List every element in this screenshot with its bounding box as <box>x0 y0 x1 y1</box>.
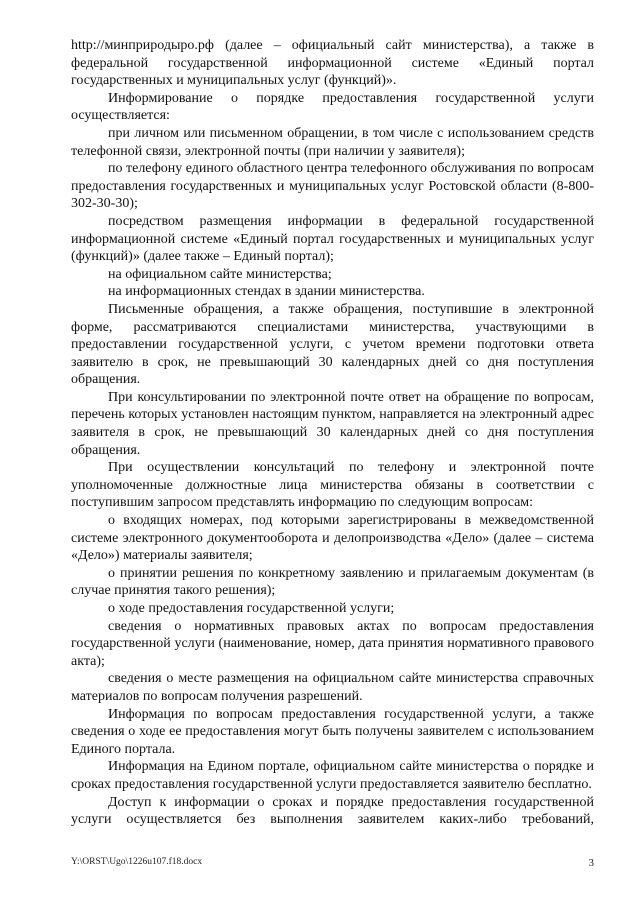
paragraph-16: Информация по вопросам предоставления государственной услуги, а также сведения о ходе ее предоставления могут быть получены заявителем с использованием Единого портала. <box>71 706 594 757</box>
paragraph-3: при личном или письменном обращении, в том числе с использованием средств телефонной связи, электронной почты (при наличии у заявителя); <box>71 125 594 159</box>
paragraph-14: сведения о нормативных правовых актах по вопросам предоставления государственной услуги (наименование, номер, дата принятия нормативного правового акта); <box>71 618 594 669</box>
paragraph-6: на официальном сайте министерства; <box>108 266 332 282</box>
paragraph-8: Письменные обращения, а также обращения, поступившие в электронной форме, рассматриваются специалистами министерства, участвующими в предоставлении государственной услуги, с учетом времени подготовки ответа заявителю в срок, не превышающий 30 календарных дней со дня поступления обращения. <box>71 301 594 388</box>
paragraph-15: сведения о месте размещения на официальном сайте министерства справочных материалов по вопросам получения разрешений. <box>71 671 594 704</box>
paragraph-11: о входящих номерах, под которыми зарегистрированы в межведомственной системе электронного документооборота и делопроизводства «Дело» (далее – система «Дело») материалы заявителя; <box>71 513 594 564</box>
paragraph-2: Информирование о порядке предоставления государственной услуги осуществляется: <box>71 90 594 124</box>
paragraph-18: Доступ к информации о сроках и порядке предоставления государственной услуги осуществляется без выполнения заявителем каких-либо требований, <box>71 794 594 828</box>
paragraph-17: Информация на Едином портале, официальном сайте министерства о порядке и сроках предоставления государственной услуги предоставляется заявителю бесплатно. <box>71 759 594 792</box>
paragraph-12: о принятии решения по конкретному заявлению и прилагаемым документам (в случае принятия такого решения); <box>71 565 594 599</box>
paragraph-5: посредством размещения информации в федеральной государственной информационной системе «Единый портал государственных и муниципальных услуг (функций)» (далее также – Единый портал); <box>71 213 594 265</box>
paragraph-4: по телефону единого областного центра телефонного обслуживания по вопросам предоставления государственных и муниципальных услуг Ростовской области (8-800-302-30-30); <box>71 161 595 212</box>
paragraph-1: http://минприродыро.рф (далее – официальный сайт министерства), а также в федеральной государственной информационной системе «Единый портал государственных и муниципальных услуг (функций)». <box>71 38 594 89</box>
paragraph-7: на информационных стендах в здании министерства. <box>108 284 425 300</box>
paragraph-13: о ходе предоставления государственной услуги; <box>108 601 395 616</box>
file-path: Y:\ORST\Ugo\1226u107.f18.docx <box>71 857 203 867</box>
paragraph-10: При осуществлении консультаций по телефону и электронной почте уполномоченные должностные лица министерства обязаны в соответствии с поступившим запросом представлять информацию по следующим вопросам: <box>71 460 594 511</box>
document-body <box>71 37 594 829</box>
paragraph-9: При консультировании по электронной почте ответ на обращение по вопросам, перечень которых установлен настоящим пунктом, направляется на электронный адрес заявителя в срок, не превышающий 30 календарных дней со дня поступления обращения. <box>71 389 594 458</box>
page-number: 3 <box>588 857 594 869</box>
